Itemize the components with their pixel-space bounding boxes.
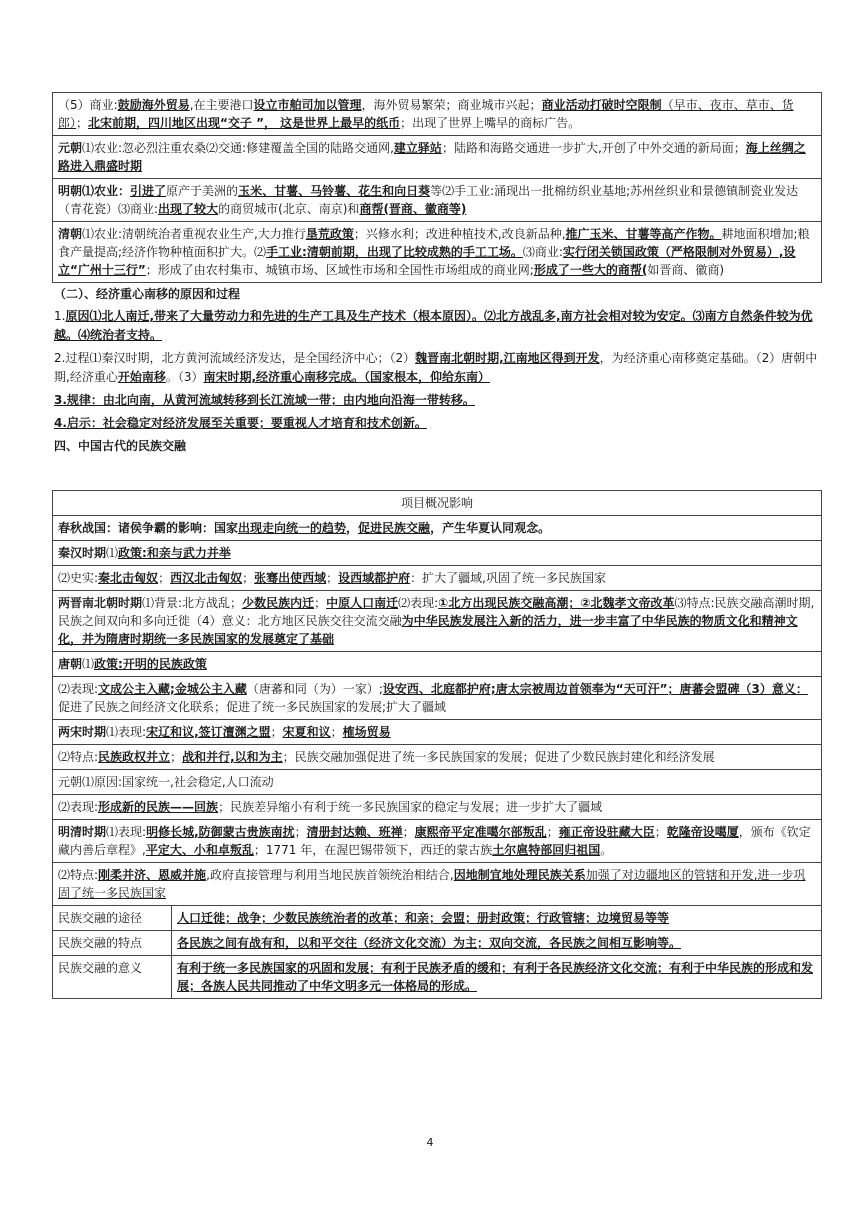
text: ；	[170, 750, 183, 764]
table-row	[53, 541, 822, 566]
text: ；民族交融加强促进了统一多民族国家的发展；促进了少数民族封建化和经济发展	[282, 750, 715, 764]
text: ；	[326, 571, 339, 585]
paragraph-reasons	[54, 307, 820, 345]
table-row	[53, 677, 822, 720]
song-cell	[53, 720, 822, 745]
yuan-details-cell	[53, 795, 822, 820]
table-row	[53, 863, 822, 906]
key-point: 西汉北击匈奴	[170, 571, 243, 585]
key-point: 为中华民族发展注入新的活力，进一步丰富了中华民族的物质文化和精神文化，并为隋唐时期统一多民族国家的发展奠定了基础	[58, 614, 798, 646]
text: ；陆路和海路交通进一步扩大,开创了中外交通的新局面；	[441, 141, 746, 155]
key-point: 刚柔并济、恩威并施	[98, 868, 207, 882]
text: ，	[346, 521, 359, 535]
weijin-cell	[53, 591, 822, 652]
ming-cell	[53, 179, 822, 222]
text: ；	[294, 825, 307, 839]
section-economic-shift	[52, 285, 822, 456]
key-point: 土尔扈特部回归祖国	[492, 843, 601, 857]
key-point: 文成公主入藏;金城公主入藏	[98, 682, 247, 696]
mingqing-features-cell	[53, 863, 822, 906]
text: ；出现了世界上嘴早的商标广告。	[400, 116, 581, 130]
key-point: 设立市舶司加以管理	[253, 98, 362, 112]
row-label: 民族交融的特点	[53, 931, 172, 956]
key-point: 民族政权并立	[98, 750, 171, 764]
text: 耕地面积增加;粮食产量提高;经济作物种植面积扩大。⑵	[58, 227, 810, 259]
row-value: 各民族之间有战有和，以和平交往（经济文化交流）为主；双向交流，各民族之间相互影响等。	[172, 931, 822, 956]
key-point: 出现了较大	[158, 202, 219, 216]
text: ；	[330, 725, 343, 739]
key-point: ①北方出现民族交融高潮；②北魏孝文帝改革	[438, 596, 675, 610]
text: ；民族差异缩小有利于统一多民族国家的稳定与发展；进一步扩大了疆域	[218, 800, 603, 814]
table-row	[53, 745, 822, 770]
table-row	[53, 720, 822, 745]
table-row	[53, 566, 822, 591]
table-row	[53, 931, 822, 956]
text: ；	[654, 825, 667, 839]
text: 。	[600, 843, 613, 857]
period-label: 两晋南北朝时期	[58, 596, 143, 610]
text: 1.	[54, 309, 66, 323]
key-point: 政策:和亲与武力并举	[118, 546, 231, 560]
text: 等⑵手工业:涌现出一批棉纺织业基地;苏州丝织业和景德镇制瓷业发达（青花瓷）⑶商业:	[58, 184, 799, 216]
text: ；	[270, 725, 283, 739]
text: 2.过程⑴秦汉时期，北方黄河流域经济发达，是全国经济中心；（2）	[54, 351, 416, 365]
row-label: 民族交融的途径	[53, 906, 172, 931]
text: ⑵史实:	[58, 571, 99, 585]
text: ；	[402, 825, 415, 839]
key-point: 清册封达赖、班禅	[306, 825, 403, 839]
tang-details-cell	[53, 677, 822, 720]
table-row	[53, 179, 822, 222]
section-heading: 四、中国古代的民族交融	[54, 439, 187, 453]
text: ；	[158, 571, 171, 585]
key-point: 商帮(晋商、徽商等)	[359, 202, 467, 216]
text: ；	[76, 116, 89, 130]
qing-cell	[53, 222, 822, 283]
text: ；兴修水利；改进种植技术,改良新品种,	[353, 227, 566, 241]
row-value: 人口迁徙；战争；少数民族统治者的改革；和亲；会盟；册封政策；行政管辖；边境贸易等等	[172, 906, 822, 931]
economy-table	[52, 92, 822, 283]
text: 促进了民族之间经济文化联系；促进了统一多民族国家的发展;扩大了疆域	[58, 700, 447, 714]
key-point: 魏晋南北朝时期,江南地区得到开发	[415, 351, 600, 365]
key-point: 实行闭关锁国政策（严格限制对外贸易）,设立“广州十三行”	[58, 245, 796, 277]
key-point: 出现走向统一的趋势	[238, 521, 347, 535]
text: ⑴	[106, 546, 119, 560]
text: 春秋战国：诸侯争霸的影响：国家	[58, 521, 239, 535]
table-row	[53, 770, 822, 795]
key-point: 康熙帝平定准噶尔部叛乱	[414, 825, 547, 839]
section-heading: （二）、经济重心南移的原因和过程	[54, 287, 241, 301]
key-point: 引进了	[130, 184, 167, 198]
text: ⑴农业：	[82, 184, 131, 198]
period-label: 秦汉时期	[58, 546, 107, 560]
text: 。（3）	[165, 370, 204, 384]
text: ⑴表现:	[106, 825, 147, 839]
text: ⑵表现:	[58, 800, 99, 814]
text: （唐蕃和同（为）一家）;	[246, 682, 383, 696]
table-row	[53, 956, 822, 999]
key-point: 设西域都护府	[338, 571, 411, 585]
tang-cell	[53, 652, 822, 677]
key-point: 中原人口南迁	[326, 596, 399, 610]
table-row	[53, 491, 822, 516]
text: ⑴背景:北方战乱；	[142, 596, 243, 610]
key-point: 政策:开明的民族政策	[94, 657, 207, 671]
text: ；	[546, 825, 559, 839]
key-point: 战和并行,以和为主	[182, 750, 283, 764]
table-row	[53, 906, 822, 931]
row-label: 民族交融的意义	[53, 956, 172, 999]
key-point: 秦北击匈奴	[98, 571, 159, 585]
key-point: 海上丝绸之路进入鼎盛时期	[58, 141, 806, 173]
key-point: 明修长城,防御蒙古贵族南扰	[146, 825, 295, 839]
chunqiu-cell	[53, 516, 822, 541]
key-point: 形成了一些大的商帮(	[533, 263, 648, 277]
table-row	[53, 795, 822, 820]
paragraph-process	[54, 349, 820, 387]
text: ，为经济重心南移奠定基础。（2）唐朝中期,经济重心	[54, 351, 818, 384]
text: ,在主要港口	[189, 98, 254, 112]
text: 如晋商、徽商)	[647, 263, 725, 277]
mingqing-cell	[53, 820, 822, 863]
key-point: 南宋时期,经济重心南移完成。（国家根本，仰给东南）	[203, 370, 491, 384]
text: 加强了对边疆地区的管辖和开发,进一步巩固了统一多民族国家	[58, 868, 806, 900]
key-point: 手工业:清朝前期，出现了比较成熟的手工工场。	[266, 245, 523, 259]
text: ,政府直接管理与利用当地民族首领统治相结合,	[206, 868, 454, 882]
text: ⑴农业:清朝统治者重视农业生产,大力推行	[82, 227, 306, 241]
dynasty-label: 元朝	[58, 141, 83, 155]
text: ⑴	[82, 657, 95, 671]
paragraph-rule: 3.规律：由北向南，从黄河流域转移到长江流域一带；由内地向沿海一带转移。	[54, 393, 475, 407]
song-commerce-cell	[53, 93, 822, 136]
text: ；1771 年，在渥巴锡带领下，西迁的蒙古族	[253, 843, 493, 857]
table-row	[53, 136, 822, 179]
text: ⑵特点:	[58, 750, 99, 764]
text: 原产于美洲的	[166, 184, 239, 198]
text: （早市、夜市、草市、货郎）	[58, 98, 794, 130]
text: ⑵特点:	[58, 868, 99, 882]
period-label: 两宋时期	[58, 725, 107, 739]
table-row	[53, 652, 822, 677]
key-point: 建立驿站	[393, 141, 442, 155]
period-label: 唐朝	[58, 657, 83, 671]
key-point: 设安西、北庭都护府;唐太宗被周边首领奉为“天可汗”；唐蕃会盟碑（3）意义：	[382, 682, 808, 696]
dynasty-label: 清朝	[58, 227, 83, 241]
table-row	[53, 516, 822, 541]
text: ；形成了由农村集市、城镇市场、区域性市场和全国性市场组成的商业网;	[145, 263, 534, 277]
key-point: 张骞出使西域	[254, 571, 327, 585]
text: ⑴农业:忽必烈注重农桑⑵交通:修建覆盖全国的陆路交通网,	[82, 141, 394, 155]
yuan-cell	[53, 136, 822, 179]
text: ⑴表现:	[106, 725, 147, 739]
text: ；	[314, 596, 327, 610]
key-point: 平定大、小和卓叛乱	[145, 843, 254, 857]
text: ，颁布《钦定藏内善后章程》,	[58, 825, 811, 857]
page-number: 4	[426, 1136, 434, 1149]
key-point: 玉米、甘薯、马铃薯、花生和向日葵	[238, 184, 431, 198]
key-point: 促进民族交融	[358, 521, 431, 535]
key-point: 形成新的民族——回族	[98, 800, 219, 814]
table-row	[53, 820, 822, 863]
key-point: 因地制宜地处理民族关系	[453, 868, 586, 882]
table-row	[53, 591, 822, 652]
table-row	[53, 222, 822, 283]
key-point: 推广玉米、甘薯等高产作物。	[565, 227, 722, 241]
text: ⑵表现:	[58, 682, 99, 696]
key-point: 鼓励海外贸易	[117, 98, 190, 112]
key-point: 北宋前期，四川地区出现“交子 ”， 这是世界上最早的纸币	[88, 116, 401, 130]
text: ⑵表现:	[398, 596, 439, 610]
ethnic-fusion-table	[52, 490, 822, 999]
qinhan-facts-cell	[53, 566, 822, 591]
table-row	[53, 93, 822, 136]
key-point: 榷场贸易	[342, 725, 391, 739]
yuan-cell: 元朝⑴原因:国家统一,社会稳定,人口流动	[53, 770, 822, 795]
text: ，海外贸易繁荣；商业城市兴起；	[361, 98, 542, 112]
dynasty-label: 明朝	[58, 184, 83, 198]
text: ；	[242, 571, 255, 585]
text: ：扩大了疆域,巩固了统一多民族国家	[410, 571, 606, 585]
key-point: 垦荒政策	[305, 227, 354, 241]
period-label: 明清时期	[58, 825, 107, 839]
key-point: 少数民族内迁	[242, 596, 315, 610]
text: ⑶商业:	[522, 245, 563, 259]
key-point: 宋夏和议	[282, 725, 331, 739]
text: 的商贸城市(北京、南京)和	[218, 202, 360, 216]
key-point: 乾隆帝设噶厦	[666, 825, 739, 839]
row-value: 有利于统一多民族国家的巩固和发展；有利于民族矛盾的缓和；有利于各民族经济文化交流；有利于中华民族的形成和发展；各族人民共同推动了中华文明多元一体格局的形成。	[172, 956, 822, 999]
qinhan-cell	[53, 541, 822, 566]
text: （5）商业:	[58, 98, 118, 112]
key-point: 开始南移	[117, 370, 166, 384]
paragraph-insight: 4.启示：社会稳定对经济发展至关重要；要重视人才培育和技术创新。	[54, 416, 427, 430]
key-point: 雍正帝设驻藏大臣	[558, 825, 655, 839]
key-point: 商业活动打破时空限制	[541, 98, 662, 112]
text: ⑶特点:民族交融高潮时期,民族之间双向和多向迁徙（4）意义：北方地区民族交往交流交融	[58, 596, 815, 628]
text: ，产生华夏认同观念。	[430, 521, 551, 535]
table-header: 项目概况影响	[53, 491, 822, 516]
key-point: 宋辽和议,签订澶渊之盟	[146, 725, 271, 739]
key-point: 原因⑴北人南迁,带来了大量劳动力和先进的生产工具及生产技术（根本原因）。⑵北方战乱多,南方社会相对较为安定。⑶南方自然条件较为优越。⑷统治者支持。	[54, 309, 813, 342]
page-content	[52, 92, 822, 999]
song-features-cell	[53, 745, 822, 770]
